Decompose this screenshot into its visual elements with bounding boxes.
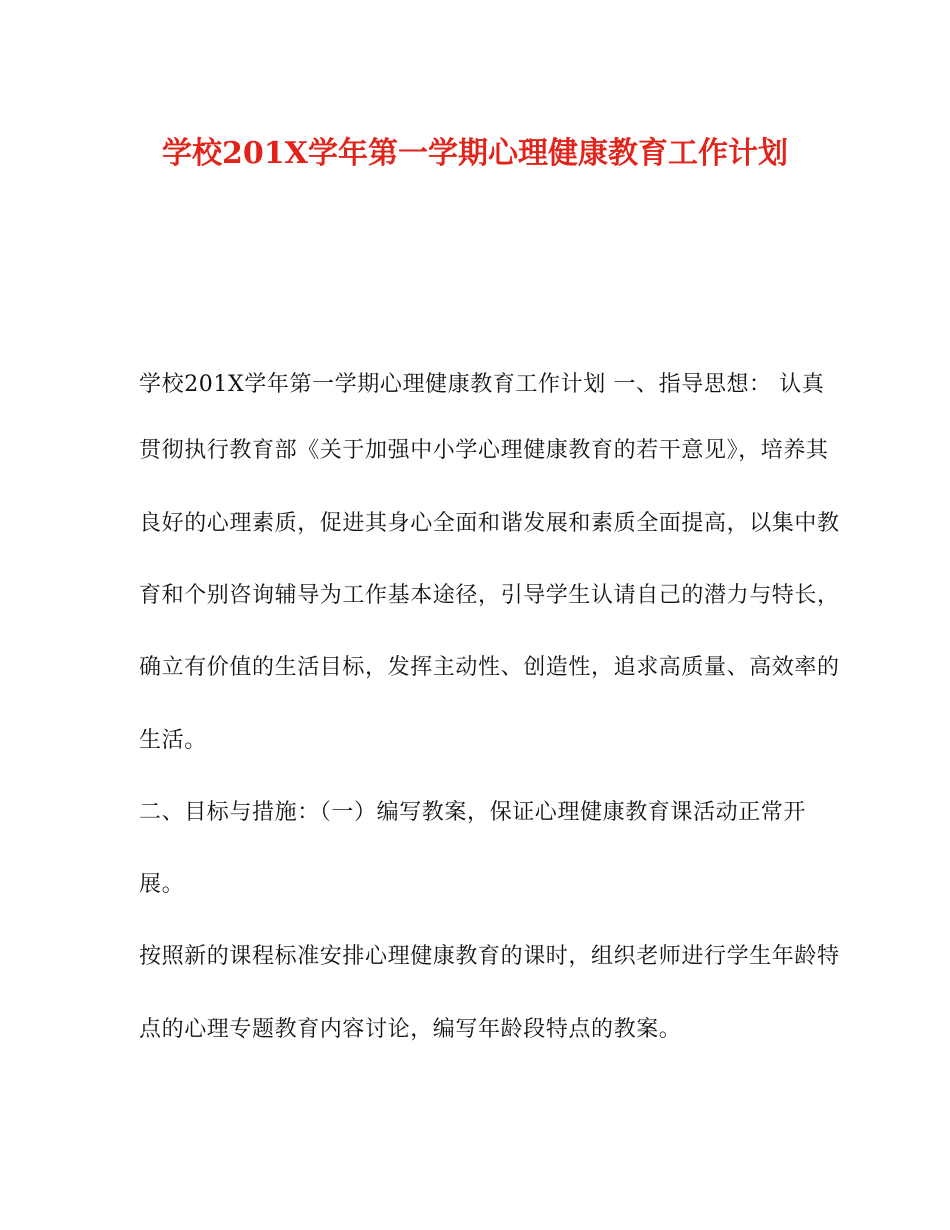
body-line-3: 良好的心理素质，促进其身心全面和谐发展和素质全面提高，以集中教	[139, 511, 840, 536]
body-line-9: 按照新的课程标准安排心理健康教育的课时，组织老师进行学生年龄特	[139, 944, 840, 969]
body-line-2: 贯彻执行教育部《关于加强中小学心理健康教育的若干意见》，培养其	[139, 438, 829, 463]
body-line-7: 二、目标与措施：（一）编写教案，保证心理健康教育课活动正常开	[139, 800, 807, 825]
body-line-5: 确立有价值的生活目标，发挥主动性、创造性，追求高质量、高效率的	[139, 655, 840, 680]
document-title: 学校201X学年第一学期心理健康教育工作计划	[162, 136, 788, 171]
body-line-8: 展。	[139, 872, 185, 897]
body-line-10: 点的心理专题教育内容讨论，编写年龄段特点的教案。	[139, 1017, 682, 1042]
body-line-6: 生活。	[139, 728, 207, 753]
body-line-1: 学校201X学年第一学期心理健康教育工作计划 一、指导思想： 认真	[139, 372, 825, 397]
body-line-4: 育和个别咨询辅导为工作基本途径，引导学生认请自己的潜力与特长，	[139, 583, 840, 608]
